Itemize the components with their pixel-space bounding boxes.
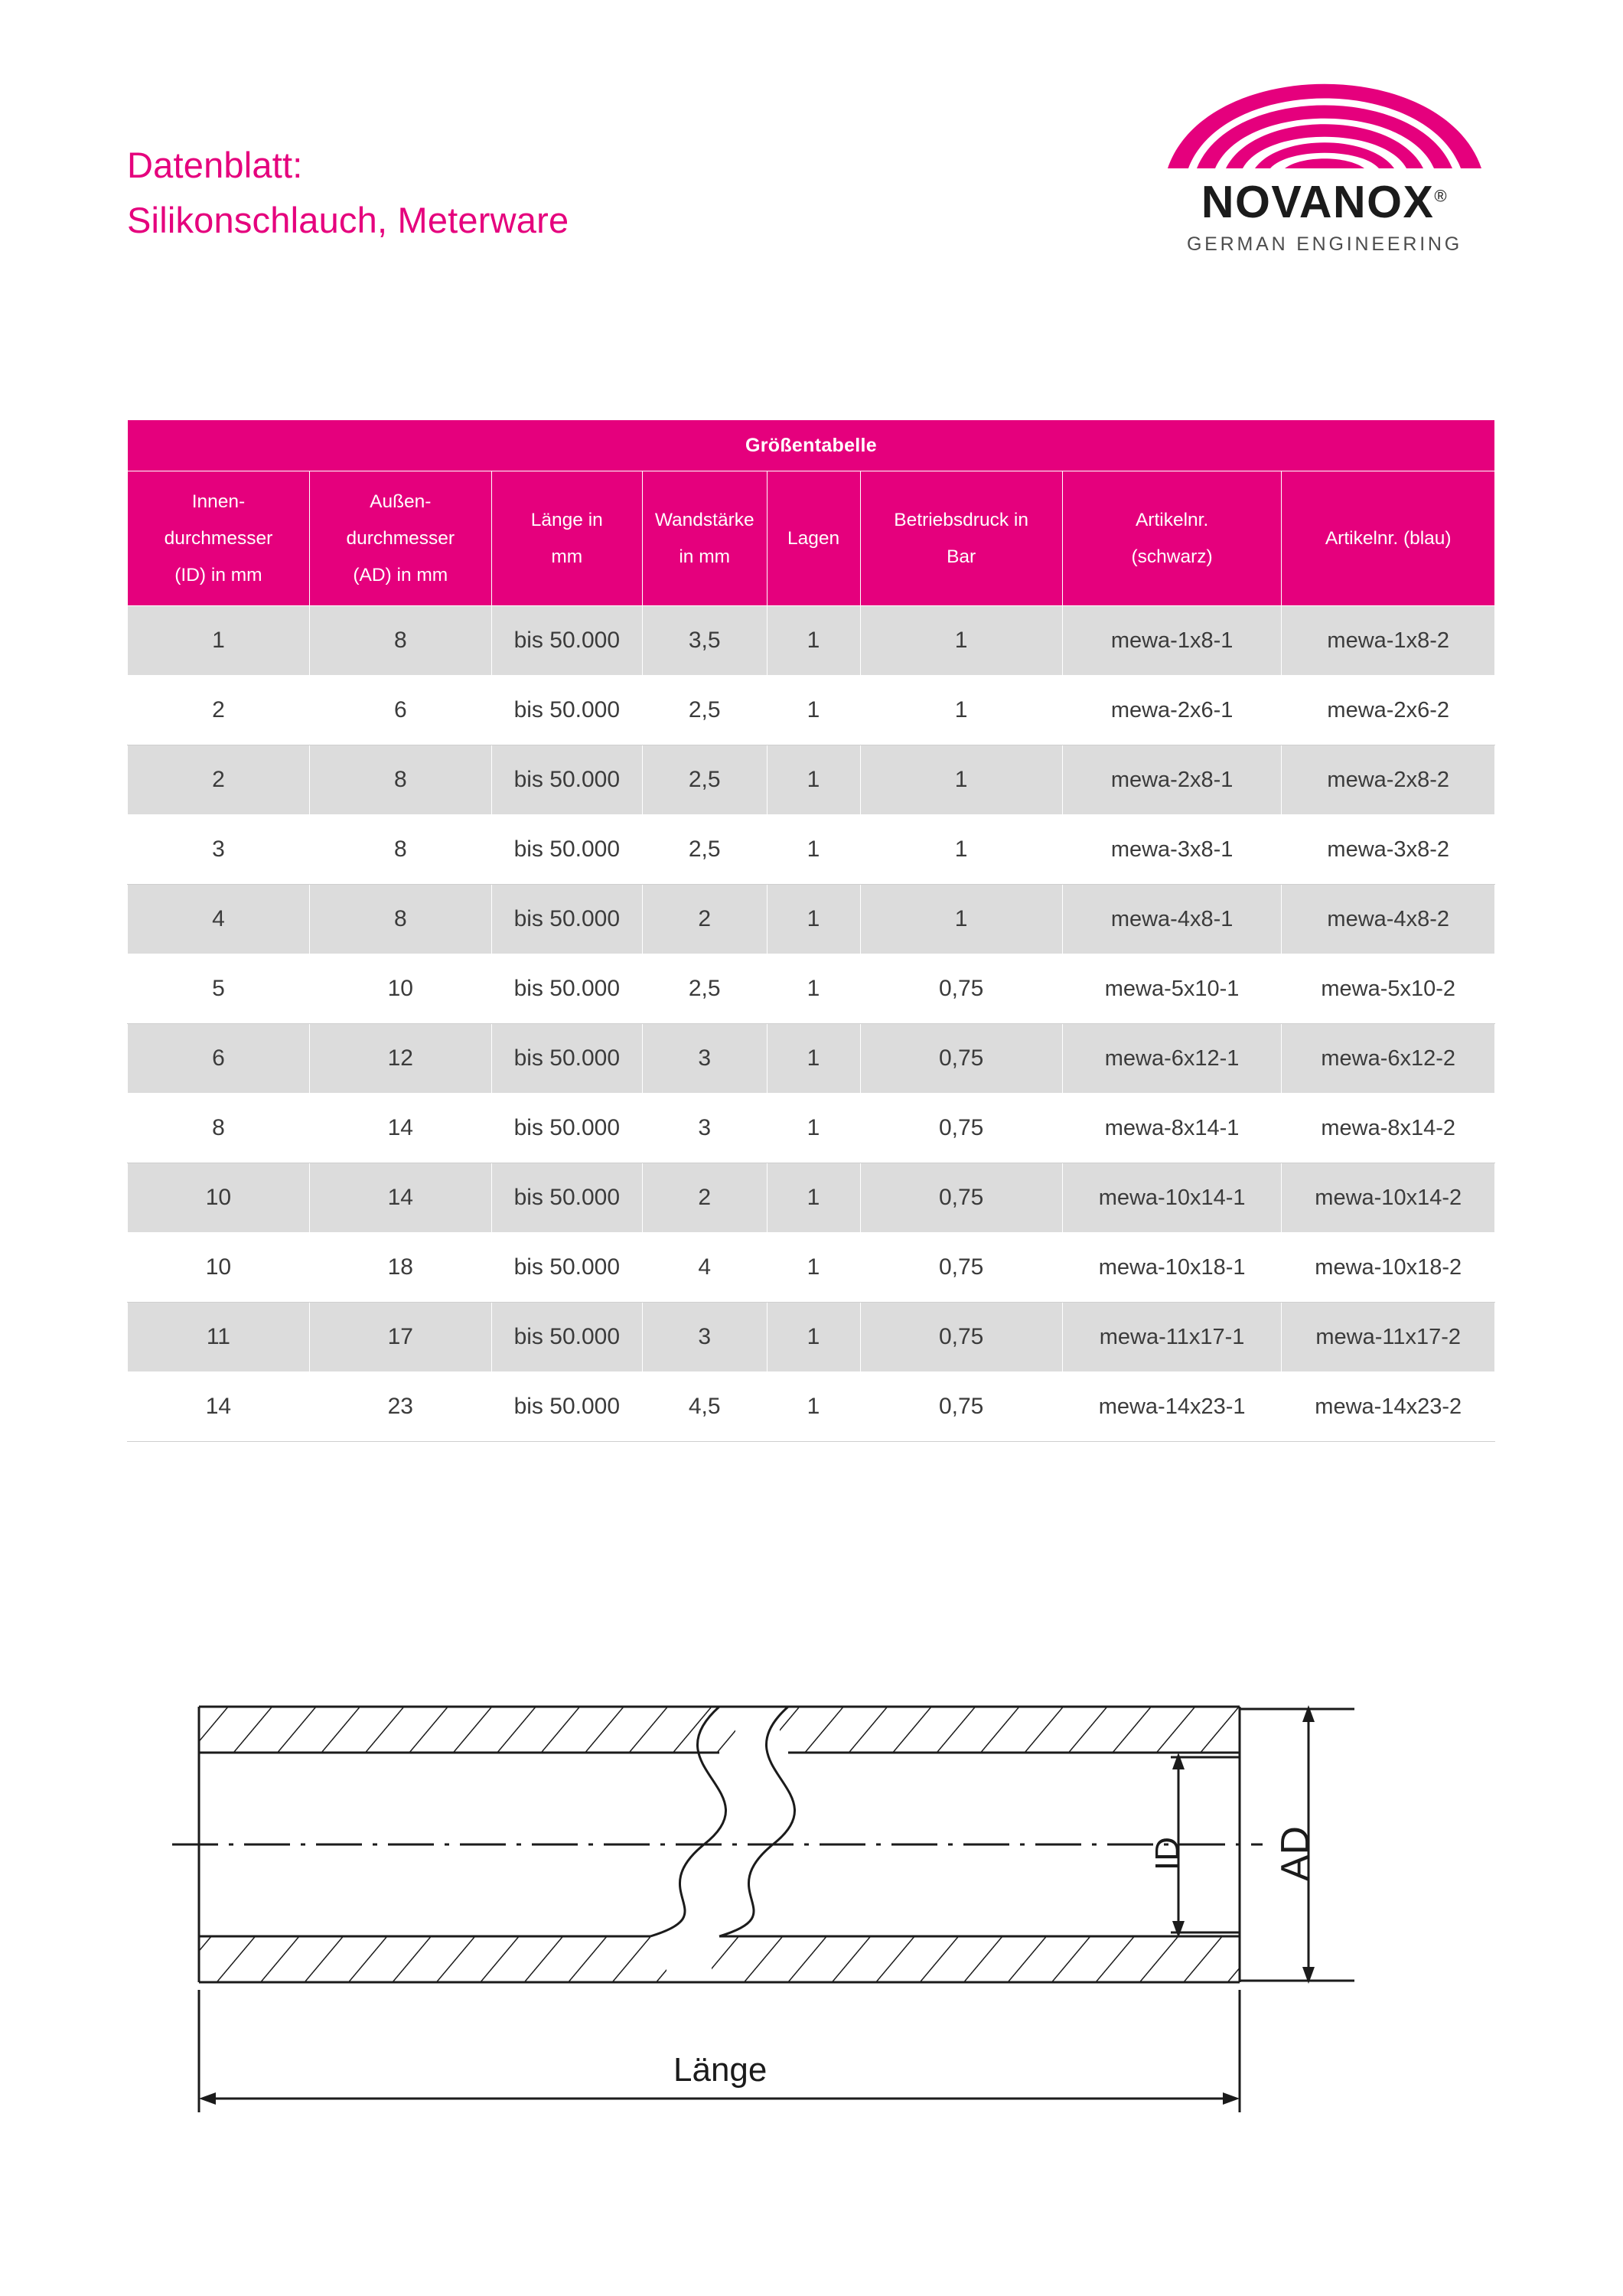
table-row	[128, 815, 1495, 885]
table-cell: bis 50.000	[491, 954, 642, 1024]
col5-line1: Betriebsdruck in	[894, 509, 1028, 530]
table-cell: 0,75	[860, 1303, 1062, 1372]
table-cell: 1	[767, 885, 860, 954]
table-row	[128, 885, 1495, 954]
table-cell: 3	[642, 1094, 767, 1163]
table-cell: mewa-5x10-1	[1062, 954, 1282, 1024]
table-cell: mewa-11x17-1	[1062, 1303, 1282, 1372]
table-cell: 10	[128, 1233, 310, 1303]
table-cell: mewa-5x10-2	[1282, 954, 1495, 1024]
table-cell: bis 50.000	[491, 1094, 642, 1163]
table-cell: 1	[128, 606, 310, 676]
size-table-container	[127, 419, 1495, 1442]
table-cell: 1	[860, 815, 1062, 885]
logo-wordmark-text: NOVANOX	[1201, 177, 1435, 227]
logo-tagline: GERMAN ENGINEERING	[1186, 233, 1463, 255]
table-cell: mewa-2x8-2	[1282, 745, 1495, 815]
col0-line2: durchmesser	[164, 527, 273, 549]
column-header-artikelnr-blau	[1282, 471, 1495, 606]
table-cell: mewa-10x14-1	[1062, 1163, 1282, 1233]
table-cell: 1	[767, 745, 860, 815]
table-cell: 3	[642, 1024, 767, 1094]
table-cell: 2,5	[642, 676, 767, 745]
col1-line2: durchmesser	[346, 527, 455, 549]
col1-line1: Außen-	[370, 491, 432, 512]
table-caption: Größentabelle	[128, 420, 1495, 471]
col3-line2: in mm	[679, 546, 731, 567]
table-cell: 1	[860, 676, 1062, 745]
table-cell: mewa-2x6-2	[1282, 676, 1495, 745]
table-cell: 2,5	[642, 815, 767, 885]
table-cell: mewa-4x8-2	[1282, 885, 1495, 954]
table-cell: 18	[309, 1233, 491, 1303]
table-cell: 3	[642, 1303, 767, 1372]
table-cell: 11	[128, 1303, 310, 1372]
table-cell: 1	[767, 676, 860, 745]
logo-registered-mark: ®	[1434, 186, 1449, 206]
table-cell: bis 50.000	[491, 815, 642, 885]
table-cell: 8	[309, 885, 491, 954]
column-header-betriebsdruck	[860, 471, 1062, 606]
technical-drawing	[115, 1684, 1515, 2158]
table-cell: 1	[767, 606, 860, 676]
table-cell: bis 50.000	[491, 1303, 642, 1372]
page-title-line1: Datenblatt:	[127, 145, 303, 185]
table-cell: 10	[309, 954, 491, 1024]
table-cell: mewa-4x8-1	[1062, 885, 1282, 954]
column-header-laenge	[491, 471, 642, 606]
table-cell: mewa-8x14-1	[1062, 1094, 1282, 1163]
table-cell: 12	[309, 1024, 491, 1094]
table-cell: 14	[128, 1372, 310, 1442]
table-cell: bis 50.000	[491, 676, 642, 745]
table-cell: 4,5	[642, 1372, 767, 1442]
table-row	[128, 1372, 1495, 1442]
col5-line2: Bar	[947, 546, 976, 567]
table-cell: mewa-10x14-2	[1282, 1163, 1495, 1233]
table-cell: mewa-2x6-1	[1062, 676, 1282, 745]
table-cell: 8	[309, 815, 491, 885]
column-header-aussendurchmesser	[309, 471, 491, 606]
table-cell: mewa-1x8-2	[1282, 606, 1495, 676]
table-row	[128, 1094, 1495, 1163]
table-cell: 0,75	[860, 954, 1062, 1024]
col4-line1: Lagen	[787, 527, 840, 549]
table-row	[128, 1303, 1495, 1372]
table-cell: 3	[128, 815, 310, 885]
table-cell: 1	[767, 1094, 860, 1163]
table-cell: 6	[309, 676, 491, 745]
table-cell: 2	[642, 1163, 767, 1233]
table-cell: 23	[309, 1372, 491, 1442]
table-row	[128, 606, 1495, 676]
table-cell: 1	[860, 885, 1062, 954]
table-cell: 2,5	[642, 745, 767, 815]
table-cell: 6	[128, 1024, 310, 1094]
table-cell: 4	[642, 1233, 767, 1303]
col1-line3: (AD) in mm	[353, 564, 448, 585]
table-row	[128, 1233, 1495, 1303]
table-caption-row	[128, 420, 1495, 471]
table-cell: 2,5	[642, 954, 767, 1024]
table-cell: mewa-2x8-1	[1062, 745, 1282, 815]
table-cell: 0,75	[860, 1094, 1062, 1163]
table-cell: 10	[128, 1163, 310, 1233]
table-cell: 8	[128, 1094, 310, 1163]
dimension-label-length: Länge	[673, 2051, 768, 2089]
table-row	[128, 1163, 1495, 1233]
table-cell: 2	[128, 745, 310, 815]
dimension-label-id: ID	[1149, 1837, 1186, 1870]
table-cell: bis 50.000	[491, 1372, 642, 1442]
col6-line2: (schwarz)	[1131, 546, 1213, 567]
table-cell: 1	[767, 1024, 860, 1094]
table-cell: bis 50.000	[491, 885, 642, 954]
table-cell: 1	[767, 1372, 860, 1442]
table-cell: mewa-8x14-2	[1282, 1094, 1495, 1163]
table-cell: 1	[767, 815, 860, 885]
table-cell: mewa-6x12-1	[1062, 1024, 1282, 1094]
table-cell: mewa-6x12-2	[1282, 1024, 1495, 1094]
table-cell: 14	[309, 1094, 491, 1163]
table-cell: 0,75	[860, 1233, 1062, 1303]
table-row	[128, 954, 1495, 1024]
table-cell: mewa-10x18-2	[1282, 1233, 1495, 1303]
table-cell: bis 50.000	[491, 1233, 642, 1303]
table-cell: 1	[767, 954, 860, 1024]
table-cell: 17	[309, 1303, 491, 1372]
column-header-innendurchmesser	[128, 471, 310, 606]
page-title-line2: Silikonschlauch, Meterware	[127, 200, 569, 240]
col0-line3: (ID) in mm	[174, 564, 262, 585]
table-cell: mewa-3x8-1	[1062, 815, 1282, 885]
table-row	[128, 676, 1495, 745]
table-cell: 8	[309, 606, 491, 676]
col6-line1: Artikelnr.	[1135, 509, 1209, 530]
col7-line1: Artikelnr. (blau)	[1325, 527, 1452, 549]
table-cell: 1	[860, 606, 1062, 676]
col2-line2: mm	[551, 546, 583, 567]
table-cell: 0,75	[860, 1024, 1062, 1094]
table-cell: 5	[128, 954, 310, 1024]
table-cell: mewa-14x23-1	[1062, 1372, 1282, 1442]
table-cell: 0,75	[860, 1163, 1062, 1233]
table-cell: 1	[767, 1163, 860, 1233]
page-header	[0, 0, 1623, 306]
col2-line1: Länge in	[530, 509, 603, 530]
table-cell: 0,75	[860, 1372, 1062, 1442]
table-cell: mewa-14x23-2	[1282, 1372, 1495, 1442]
table-cell: 2	[128, 676, 310, 745]
column-header-wandstaerke	[642, 471, 767, 606]
col0-line1: Innen-	[191, 491, 246, 512]
table-cell: 1	[767, 1233, 860, 1303]
logo-wordmark	[1160, 176, 1489, 228]
table-cell: bis 50.000	[491, 745, 642, 815]
table-cell: 8	[309, 745, 491, 815]
table-cell: 1	[860, 745, 1062, 815]
table-cell: mewa-10x18-1	[1062, 1233, 1282, 1303]
table-cell: bis 50.000	[491, 1024, 642, 1094]
table-cell: bis 50.000	[491, 1163, 642, 1233]
table-cell: bis 50.000	[491, 606, 642, 676]
column-header-artikelnr-schwarz	[1062, 471, 1282, 606]
table-cell: mewa-3x8-2	[1282, 815, 1495, 885]
column-header-lagen	[767, 471, 860, 606]
novanox-logo	[1160, 42, 1489, 264]
table-body	[128, 606, 1495, 1442]
size-table	[127, 419, 1495, 1442]
page-title	[127, 138, 569, 248]
table-cell: 2	[642, 885, 767, 954]
col3-line1: Wandstärke	[654, 509, 754, 530]
table-cell: 3,5	[642, 606, 767, 676]
table-cell: 1	[767, 1303, 860, 1372]
table-row	[128, 1024, 1495, 1094]
table-cell: mewa-11x17-2	[1282, 1303, 1495, 1372]
hose-cross-section-diagram	[115, 1684, 1515, 2158]
table-cell: mewa-1x8-1	[1062, 606, 1282, 676]
dimension-label-ad: AD	[1273, 1825, 1318, 1882]
logo-arcs-icon	[1160, 42, 1489, 172]
table-header-row	[128, 471, 1495, 606]
table-cell: 4	[128, 885, 310, 954]
table-cell: 14	[309, 1163, 491, 1233]
table-row	[128, 745, 1495, 815]
